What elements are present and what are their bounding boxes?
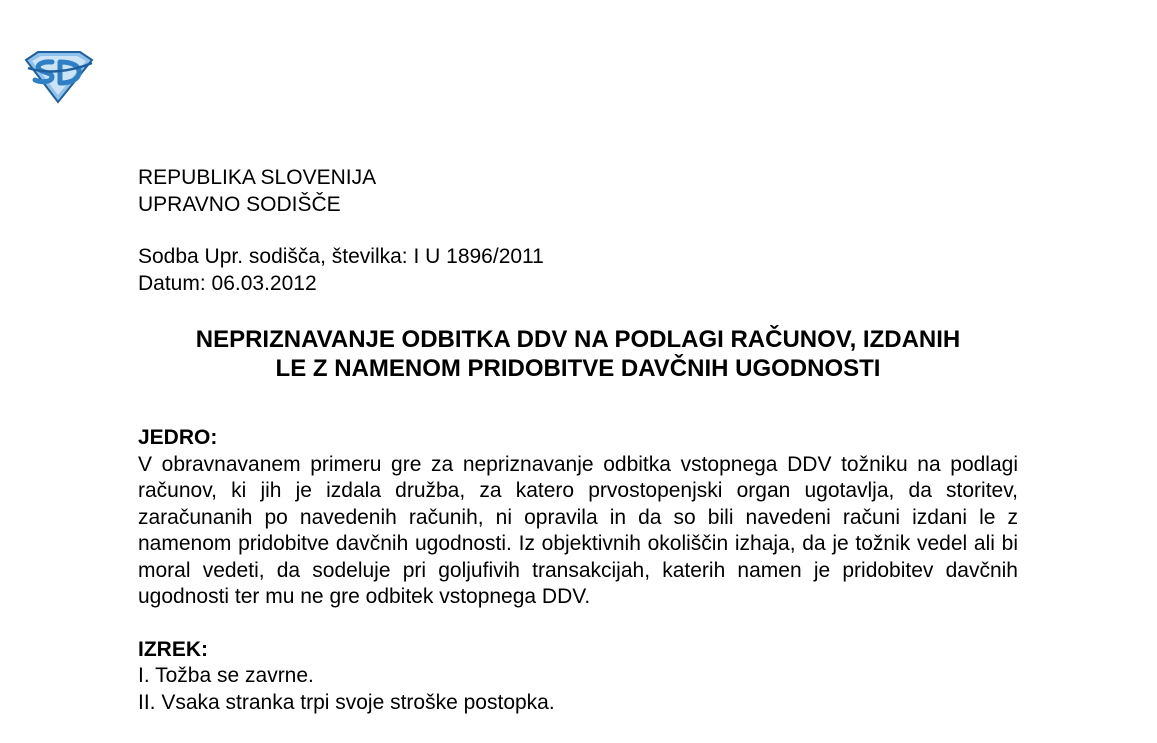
header-republic: REPUBLIKA SLOVENIJA	[138, 166, 377, 189]
jedro-heading: JEDRO:	[138, 426, 218, 449]
izrek-item-1: I. Tožba se zavrne.	[138, 664, 314, 687]
decision-date: Datum: 06.03.2012	[138, 271, 317, 295]
title-line-1: NEPRIZNAVANJE ODBITKA DDV NA PODLAGI RAČUNOV, IZDANIH	[195, 326, 961, 353]
izrek-section	[138, 637, 1018, 717]
shield-logo	[22, 50, 96, 104]
document-body	[138, 165, 1018, 716]
izrek-heading: IZREK:	[138, 637, 208, 661]
title-line-2: LE Z NAMENOM PRIDOBITVE DAVČNIH UGODNOSTI	[275, 355, 881, 382]
jedro-text: V obravnavanem primeru gre za nepriznavanje odbitka vstopnega DDV tožniku na podlagi računov, ki jih je izdala družba, za katero prvostopenjski organ ugotavlja, da storitev, zaračunanih po navedenih računih, ni opravila in da so bili navedeni računi izdani le z namenom pridobitve davčnih ugodnosti. Iz objektivnih okoliščin izhaja, da je tožnik vedel ali bi moral vedeti, da sodeluje pri goljufivih transakcijah, katerih namen je pridobitev davčnih ugodnosti ter mu ne gre odbitek vstopnega DDV.	[138, 452, 1018, 608]
header-court: UPRAVNO SODIŠČE	[138, 192, 341, 216]
jedro-section	[138, 425, 1018, 611]
case-number: Sodba Upr. sodišča, številka: I U 1896/2011	[138, 245, 544, 268]
document-title	[138, 325, 1018, 383]
izrek-item-2: II. Vsaka stranka trpi svoje stroške postopka.	[138, 690, 555, 714]
